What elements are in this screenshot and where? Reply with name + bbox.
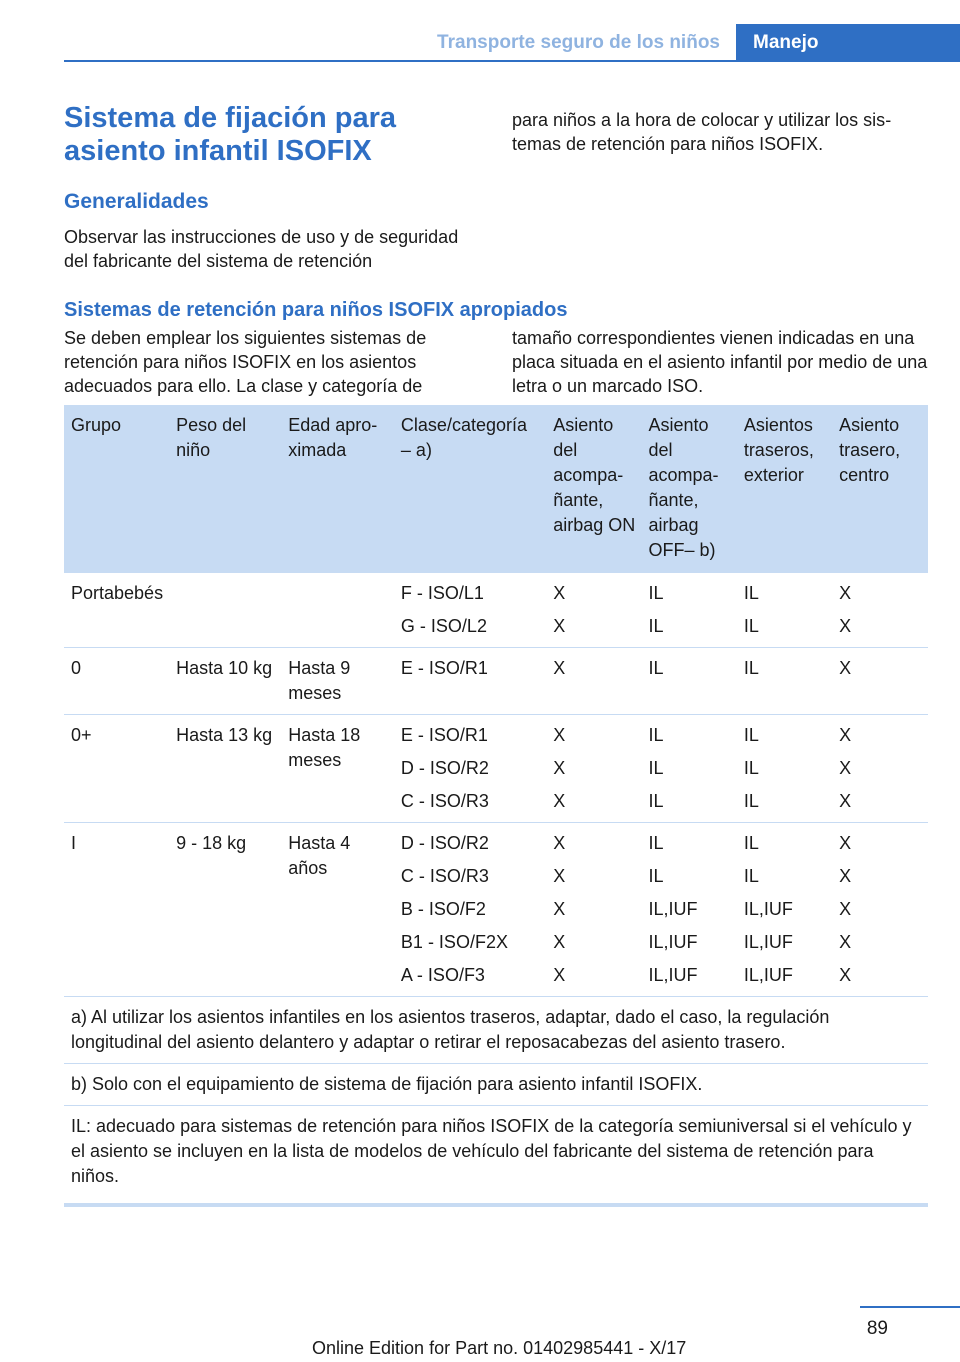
cell-value: X [553,932,566,952]
cell-value: X [839,866,852,886]
col-header-edad: Edad aproximada [281,405,394,573]
cell-value: D - ISO/R2 [400,833,489,853]
breadcrumb: Transporte seguro de los niños [437,32,720,53]
cell-clase [394,823,546,997]
cell-value: IL,IUF [648,899,698,919]
cell-off [642,648,737,715]
cell-value: IL [743,616,759,636]
cell-value: IL [743,866,759,886]
cell-edad [281,573,394,648]
cell-value: B1 - ISO/F2X [400,932,508,952]
footer-rule [860,1306,960,1308]
sistemas-text-right: tamaño correspondientes vienen indicadas en una placa situada en el asiento infantil por medio de una letra o un marcado ISO. [512,328,928,396]
cell-peso: Hasta 13 kg [169,715,281,823]
cell-edad: Hasta 18 meses [281,715,394,823]
cell-value: X [553,658,566,678]
cell-value: X [553,791,566,811]
cell-edad: Hasta 9 meses [281,648,394,715]
col-header-traseros-exterior: Asientos traseros, exterior [737,405,832,573]
cell-clase [394,573,546,648]
cell-value: X [553,583,566,603]
cell-value: IL,IUF [743,899,793,919]
cell-centro [832,823,928,997]
cell-value: IL [648,725,664,745]
sistemas-text-left: Se deben emplear los siguientes sistemas de retención para niños ISOFIX en los asientos adecuados para ello. La clase y categoría de [64,328,427,396]
cell-value: X [839,583,852,603]
col-header-grupo: Grupo [64,405,169,573]
table-note: IL: adecuado para sistemas de retención para niños ISOFIX de la categoría semiuniversal si el vehículo y el asiento se incluyen en la lista de modelos de vehículo del fabricante del sistema de retención para niños. [64,1106,928,1206]
cell-value: IL [743,791,759,811]
cell-value: IL [648,658,664,678]
generalidades-heading: Generalidades [64,190,209,213]
cell-ext [737,648,832,715]
cell-value: IL [743,758,759,778]
cell-grupo: Portabebés [64,573,169,648]
cell-grupo: 0 [64,648,169,715]
cell-value: B - ISO/F2 [400,899,486,919]
cell-value: IL,IUF [743,932,793,952]
cell-clase [394,648,546,715]
table-row [64,573,928,648]
section-tab: Manejo [736,24,960,62]
cell-value: D - ISO/R2 [400,758,489,778]
cell-value: X [839,658,852,678]
cell-centro [832,648,928,715]
col-header-airbag-off: Asiento del acompañante, airbag OFF– b) [642,405,737,573]
cell-centro [832,573,928,648]
cell-off [642,573,737,648]
cell-value: X [839,791,852,811]
page-number: 89 [866,1318,888,1339]
cell-value: X [553,725,566,745]
cell-value: IL,IUF [648,932,698,952]
cell-value: A - ISO/F3 [400,965,485,985]
cell-grupo: I [64,823,169,997]
cell-peso: 9 - 18 kg [169,823,281,997]
cell-ext [737,573,832,648]
cell-value: IL [648,583,664,603]
cell-value: X [553,965,566,985]
sistemas-heading: Sistemas de retención para niños ISOFIX apropiados [64,299,568,321]
cell-on [546,715,641,823]
table-row [64,715,928,823]
cell-value: IL,IUF [648,965,698,985]
cell-peso: Hasta 10 kg [169,648,281,715]
cell-value: IL [743,833,759,853]
cell-value: IL [648,866,664,886]
cell-value: C - ISO/R3 [400,866,489,886]
cell-value: X [839,965,852,985]
cell-on [546,823,641,997]
cell-edad: Hasta 4 años [281,823,394,997]
cell-value: IL,IUF [743,965,793,985]
table-note: a) Al utilizar los asientos infantiles en los asientos traseros, adaptar, dado el caso, la regulación longitudinal del asiento delantero y adaptar o retirar el reposacabezas del asiento trasero. [64,997,928,1064]
cell-value: X [839,725,852,745]
cell-value: X [839,932,852,952]
cell-value: IL [648,758,664,778]
cell-ext [737,823,832,997]
generalidades-text-left: Observar las instrucciones de uso y de seguridad del fabricante del sistema de retención [64,227,459,271]
cell-value: X [839,899,852,919]
cell-off [642,823,737,997]
cell-on [546,648,641,715]
table-note-row [64,1106,928,1206]
cell-grupo: 0+ [64,715,169,823]
cell-on [546,573,641,648]
cell-value: G - ISO/L2 [400,616,487,636]
cell-value: IL [648,833,664,853]
cell-value: IL [743,725,759,745]
cell-value: X [839,833,852,853]
table-row [64,823,928,997]
cell-peso [169,573,281,648]
table-note-row [64,1064,928,1106]
cell-value: E - ISO/R1 [400,725,488,745]
cell-value: X [553,866,566,886]
table-note: b) Solo con el equipamiento de sistema de fijación para asiento infantil ISOFIX. [64,1064,928,1106]
cell-value: X [553,758,566,778]
col-header-clase: Clase/categoría – a) [394,405,546,573]
cell-value: IL [648,616,664,636]
cell-value: X [553,616,566,636]
cell-value: IL [743,583,759,603]
edition-text: Online Edition for Part no. 01402985441 - X/17 [312,1338,687,1358]
cell-off [642,715,737,823]
cell-centro [832,715,928,823]
cell-value: C - ISO/R3 [400,791,489,811]
cell-value: X [553,833,566,853]
generalidades-text-right: para niños a la hora de colocar y utilizar los sistemas de retención para niños ISOFIX. [512,110,892,154]
col-header-airbag-on: Asiento del acompañante, airbag ON [546,405,641,573]
cell-value: IL [648,791,664,811]
cell-value: IL [743,658,759,678]
cell-ext [737,715,832,823]
cell-clase [394,715,546,823]
table-note-row [64,997,928,1064]
header-rule [64,60,960,62]
cell-value: E - ISO/R1 [400,658,488,678]
isofix-table [64,405,928,1207]
page-title: Sistema de fijación para asiento infantil ISOFIX [64,102,397,167]
table-row [64,648,928,715]
table-header-row [64,405,928,573]
cell-value: X [839,616,852,636]
cell-value: F - ISO/L1 [400,583,484,603]
cell-value: X [553,899,566,919]
cell-value: X [839,758,852,778]
col-header-peso: Peso del niño [169,405,281,573]
col-header-trasero-centro: Asiento trasero, centro [832,405,928,573]
